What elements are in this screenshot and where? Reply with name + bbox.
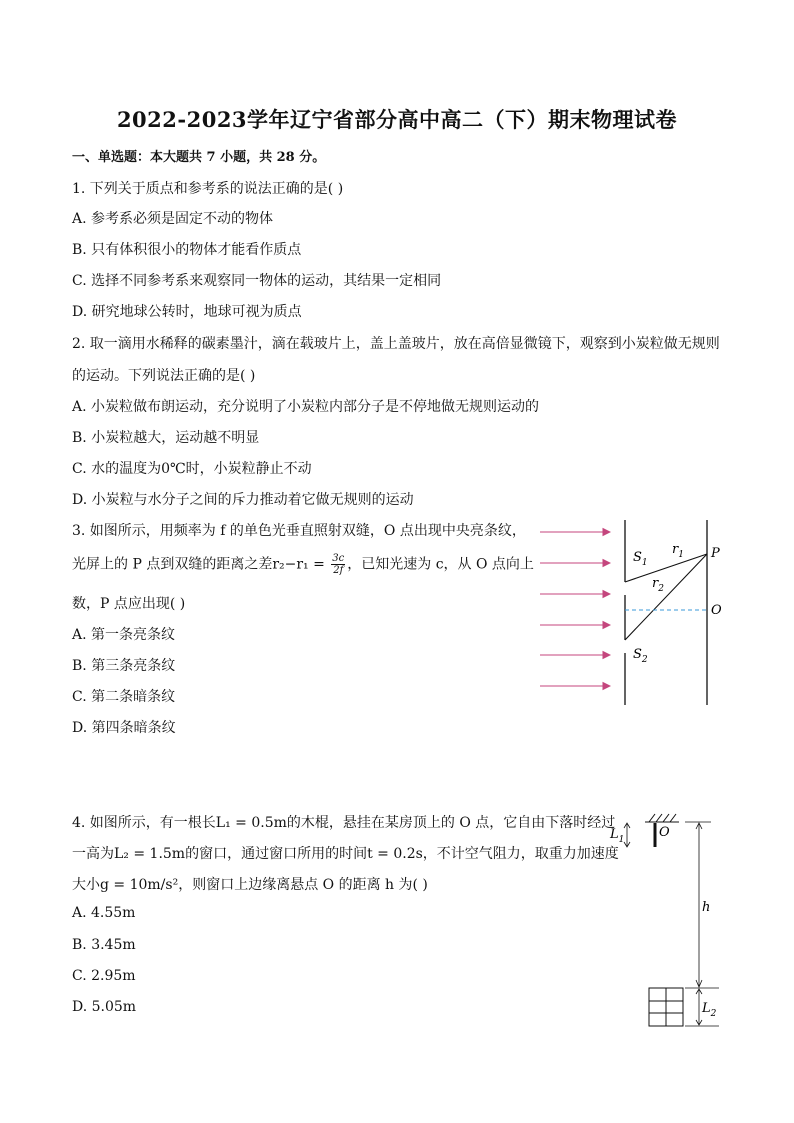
q3-option-b: B. 第三条亮条纹: [72, 658, 176, 674]
q1-stem: 1. 下列关于质点和参考系的说法正确的是( ): [72, 181, 344, 197]
window: [649, 988, 683, 1026]
label-o: O: [711, 603, 722, 618]
q4-option-b: B. 3.45m: [72, 937, 136, 953]
q4-option-c: C. 2.95m: [72, 968, 136, 984]
double-slit-diagram: [530, 515, 760, 710]
label-s2: $S_2$: [633, 647, 648, 665]
label-l2: $L_2$: [702, 1001, 717, 1019]
q1-option-c: C. 选择不同参考系来观察同一物体的运动，其结果一定相同: [72, 273, 442, 289]
q4-option-d: D. 5.05m: [72, 999, 137, 1015]
q1-option-a: A. 参考系必须是固定不动的物体: [72, 211, 274, 227]
section-header: 一、单选题：本大题共 7 小题，共 28 分。: [72, 150, 326, 165]
q2-option-d: D. 小炭粒与水分子之间的斥力推动着它做无规则的运动: [72, 492, 414, 508]
q2-stem-line1: 2. 取一滴用水稀释的碳素墨汁，滴在载玻片上，盖上盖玻片，放在高倍显微镜下，观察到小炭粒做无规则: [72, 336, 720, 352]
q3-fraction: [331, 553, 345, 576]
ceiling-hatch: [645, 814, 679, 822]
q2-option-b: B. 小炭粒越大，运动越不明显: [72, 430, 260, 446]
page-title: 2022-2023学年辽宁省部分高中高二（下）期末物理试卷: [116, 107, 678, 132]
q3-stem-line1: 3. 如图所示，用频率为 f 的单色光垂直照射双缝，O 点出现中央亮条纹，: [72, 523, 526, 539]
q2-option-a: A. 小炭粒做布朗运动，充分说明了小炭粒内部分子是不停地做无规则运动的: [72, 399, 540, 415]
q4-stem-line1: 4. 如图所示，有一根长L₁ = 0.5m的木棍，悬挂在某房顶上的 O 点，它自由下落时经过: [72, 815, 616, 831]
q4-option-a: A. 4.55m: [72, 905, 136, 921]
label-p: P: [711, 546, 720, 561]
q1-option-d: D. 研究地球公转时，地球可视为质点: [72, 304, 302, 320]
label-o: O: [659, 825, 670, 840]
path-r2: [625, 554, 707, 640]
label-r1: $r_1$: [672, 542, 684, 560]
label-r2: $r_2$: [652, 576, 664, 594]
q3-stem-line2: [72, 553, 534, 576]
q3-option-c: C. 第二条暗条纹: [72, 689, 176, 705]
label-h: h: [702, 900, 711, 915]
q1-option-b: B. 只有体积很小的物体才能看作质点: [72, 242, 302, 258]
q2-option-c: C. 水的温度为0℃时，小炭粒静止不动: [72, 461, 312, 477]
q3-option-d: D. 第四条暗条纹: [72, 720, 176, 736]
q3-stem-line2-a: 光屏上的 P 点到双缝的距离之差r₂−r₁ =: [72, 556, 330, 573]
q2-stem-line2: 的运动。下列说法正确的是( ): [72, 368, 256, 384]
q4-stem-line3: 大小g = 10m/s²，则窗口上边缘离悬点 O 的距离 h 为( ): [72, 877, 428, 893]
falling-rod-diagram: [605, 808, 735, 1036]
q3-frac-num: 3c: [332, 553, 345, 564]
q4-stem-line2: 一高为L₂ = 1.5m的窗口，通过窗口所用的时间t = 0.2s，不计空气阻力，取重力加速度: [72, 846, 619, 862]
incident-light-arrows: [540, 532, 610, 686]
q3-stem-line3: 数，P 点应出现( ): [72, 596, 186, 612]
label-s1: $S_1$: [633, 550, 648, 568]
q3-stem-line2-b: ，已知光速为 c，从 O 点向上: [347, 556, 534, 573]
q3-frac-den: 2f: [333, 565, 344, 576]
q3-option-a: A. 第一条亮条纹: [72, 627, 176, 643]
label-l1: $L_1$: [610, 827, 625, 845]
